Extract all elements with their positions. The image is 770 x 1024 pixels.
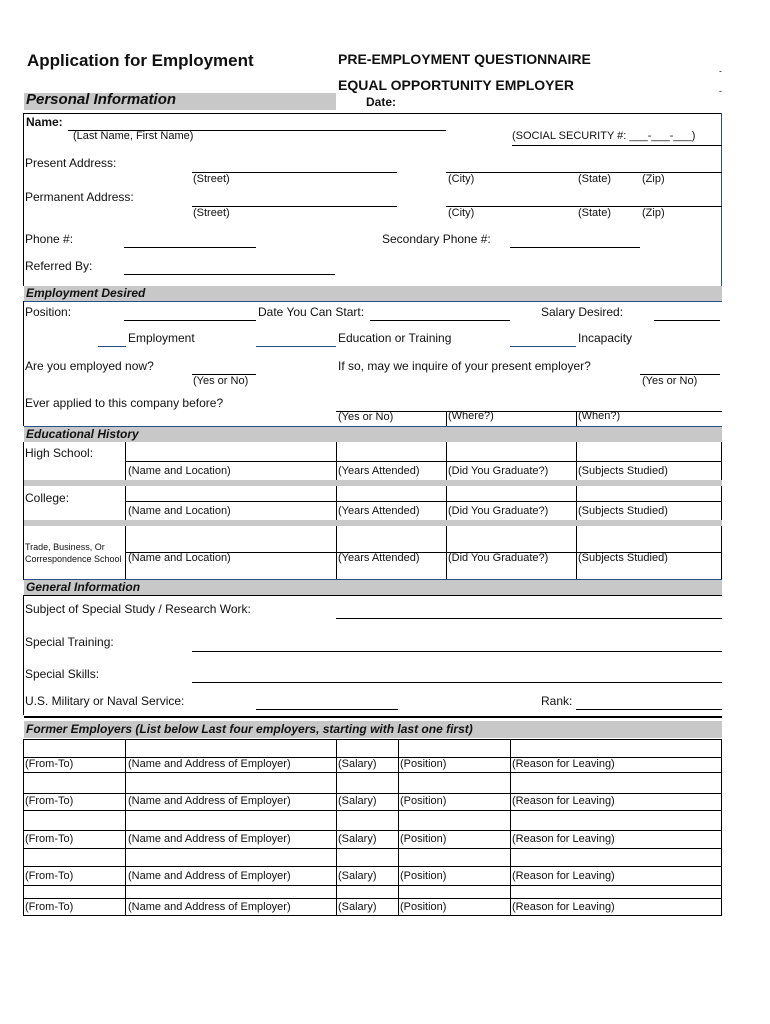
city-hint: (City) [448,207,475,219]
divider [125,486,126,520]
present-address-label: Present Address: [25,156,117,170]
col-subjects: (Subjects Studied) [578,505,668,517]
employment-desired-heading: Employment Desired [24,286,722,301]
edu-line[interactable] [126,501,722,502]
yes-no-hint: (Yes or No) [642,375,698,387]
date-label: Date: [366,95,397,109]
employer-name: (Name and Address of Employer) [128,833,291,845]
reason: (Reason for Leaving) [512,758,615,770]
salary-desired-line[interactable] [654,320,720,321]
col-years: (Years Attended) [338,552,420,564]
employer-name: (Name and Address of Employer) [128,758,291,770]
college-label: College: [25,491,70,505]
name-label: Name: [26,115,63,129]
salary: (Salary) [338,795,377,807]
divider [510,739,511,916]
name-hint: (Last Name, First Name) [73,130,194,142]
from-to: (From-To) [25,833,74,845]
divider [576,411,577,426]
position: (Position) [400,901,447,913]
yes-no-hint: (Yes or No) [193,375,249,387]
employer-name: (Name and Address of Employer) [128,870,291,882]
referred-by-line[interactable] [124,274,335,275]
salary: (Salary) [338,870,377,882]
frame-right [721,739,722,916]
position: (Position) [400,795,447,807]
special-training-line[interactable] [192,651,722,652]
position: (Position) [400,833,447,845]
rule [24,113,722,114]
frame-left [23,113,24,286]
rule [24,301,722,302]
zip-hint: (Zip) [642,207,665,219]
salary: (Salary) [338,758,377,770]
divider [125,526,126,580]
state-hint: (State) [578,173,612,185]
divider [446,486,447,520]
date-start-line[interactable] [370,320,510,321]
col-years: (Years Attended) [338,505,420,517]
street-hint: (Street) [193,207,230,219]
col-graduate: (Did You Graduate?) [448,505,549,517]
col-graduate: (Did You Graduate?) [448,552,549,564]
frame-left [23,739,24,916]
from-to: (From-To) [25,901,74,913]
position-label: Position: [25,305,72,319]
ssn-hint: (SOCIAL SECURITY #: ___-___-___) [512,130,696,142]
divider [446,411,447,426]
rank-label: Rank: [541,694,573,708]
educational-history-heading: Educational History [24,427,722,442]
reason: (Reason for Leaving) [512,901,615,913]
former-employers-heading: Former Employers (List below Last four employers, starting with last one first) [24,721,722,738]
zip-hint: (Zip) [642,173,665,185]
col-subjects: (Subjects Studied) [578,465,668,477]
employment-check-line[interactable] [98,346,126,347]
reason: (Reason for Leaving) [512,870,615,882]
frame-left [23,595,24,715]
reason: (Reason for Leaving) [512,833,615,845]
col-name: (Name and Location) [128,552,231,564]
street-hint: (Street) [193,173,230,185]
row-separator [24,520,722,526]
where-hint: (Where?) [448,410,494,422]
rule [24,772,722,773]
salary-desired-label: Salary Desired: [541,305,624,319]
subtitle-eoe: EQUAL OPPORTUNITY EMPLOYER [338,77,574,93]
military-label: U.S. Military or Naval Service: [25,694,185,708]
frame-left [23,442,24,580]
rule [24,830,722,831]
education-label: Education or Training [338,331,452,345]
general-info-heading: General Information [24,580,722,595]
rule [24,866,722,867]
rule [24,739,722,740]
secondary-phone-line[interactable] [510,247,640,248]
rule [24,885,722,886]
yes-no-hint: (Yes or No) [338,411,394,423]
phone-label: Phone #: [25,232,74,246]
rule [24,915,722,916]
divider [576,442,577,480]
high-school-label: High School: [25,446,94,460]
row-separator [24,480,722,486]
divider [336,486,337,520]
special-study-line[interactable] [336,618,722,619]
frame-left [23,301,24,426]
applied-before-line[interactable] [336,411,722,412]
applied-before-label: Ever applied to this company before? [25,396,224,410]
divider [398,739,399,916]
when-hint: (When?) [578,410,621,422]
employment-label: Employment [128,331,195,345]
edu-line[interactable] [126,461,722,462]
divider [125,442,126,480]
state-hint: (State) [578,207,612,219]
special-skills-line[interactable] [192,682,722,683]
personal-info-heading: Personal Information [26,91,177,108]
from-to: (From-To) [25,795,74,807]
form-title: Application for Employment [27,51,254,70]
military-line[interactable] [256,709,398,710]
col-subjects: (Subjects Studied) [578,552,668,564]
divider [125,739,126,916]
margin-mark: - [719,86,722,96]
divider [576,486,577,520]
special-study-label: Subject of Special Study / Research Work: [25,602,251,616]
divider [336,739,337,916]
col-graduate: (Did You Graduate?) [448,465,549,477]
employed-now-label: Are you employed now? [25,359,154,373]
rule [24,848,722,849]
special-skills-label: Special Skills: [25,667,100,681]
education-check-line[interactable] [256,346,336,347]
subtitle-questionnaire: PRE-EMPLOYMENT QUESTIONNAIRE [338,51,591,67]
date-start-label: Date You Can Start: [258,305,365,319]
position: (Position) [400,758,447,770]
trade-school-label: Trade, Business, Or Correspondence School [25,542,122,564]
col-name: (Name and Location) [128,465,231,477]
from-to: (From-To) [25,870,74,882]
referred-by-label: Referred By: [25,259,93,273]
frame-right [721,442,722,580]
salary: (Salary) [338,833,377,845]
margin-mark: - [719,66,722,76]
rule [24,793,722,794]
inquire-label: If so, may we inquire of your present employer? [338,359,591,373]
rule [24,810,722,811]
frame-right [721,113,722,286]
special-training-label: Special Training: [25,635,114,649]
employer-name: (Name and Address of Employer) [128,795,291,807]
phone-line[interactable] [124,247,256,248]
position-line[interactable] [124,320,256,321]
rank-line[interactable] [576,709,722,710]
col-years: (Years Attended) [338,465,420,477]
ssn-line[interactable] [512,145,722,146]
reason: (Reason for Leaving) [512,795,615,807]
salary: (Salary) [338,901,377,913]
rule [24,595,722,596]
divider [576,526,577,580]
permanent-address-label: Permanent Address: [25,190,134,204]
city-hint: (City) [448,173,475,185]
from-to: (From-To) [25,758,74,770]
incapacity-check-line[interactable] [510,346,576,347]
position: (Position) [400,870,447,882]
divider [446,526,447,580]
rule [24,898,722,899]
secondary-phone-label: Secondary Phone #: [382,232,491,246]
col-name: (Name and Location) [128,505,231,517]
divider [336,442,337,480]
incapacity-label: Incapacity [578,331,633,345]
employer-name: (Name and Address of Employer) [128,901,291,913]
rule [24,716,722,718]
divider [336,526,337,580]
divider [446,442,447,480]
